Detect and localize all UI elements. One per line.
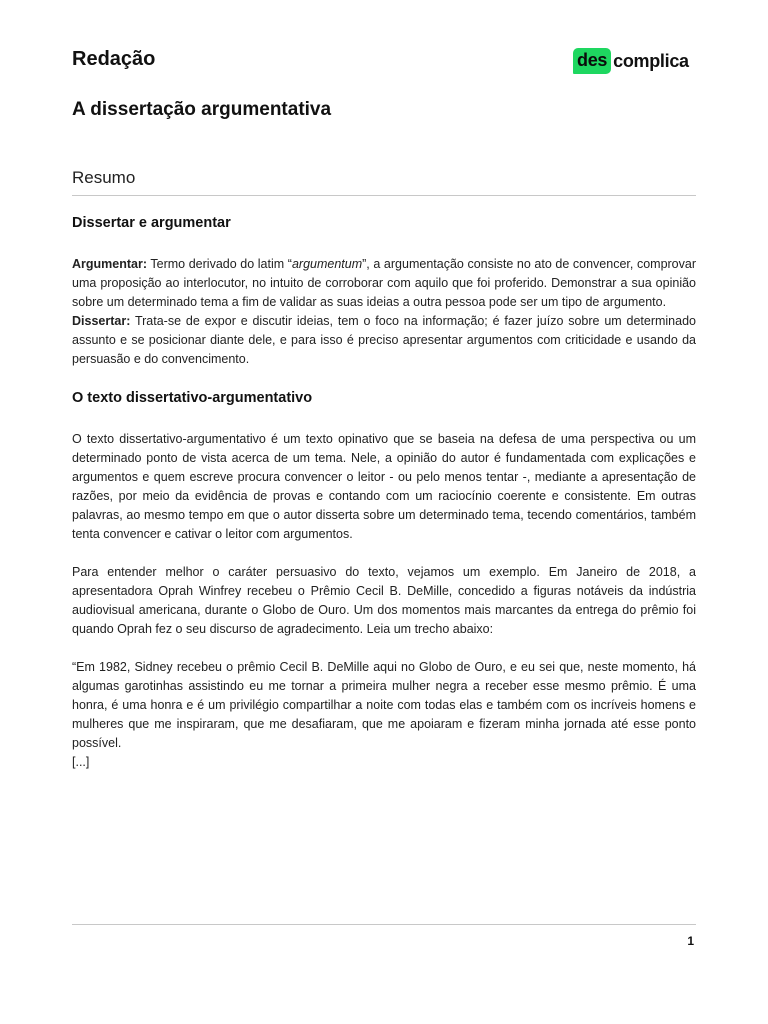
subject-title: Redação <box>72 48 156 70</box>
quote-ellipsis: [...] <box>72 755 90 769</box>
latin-word: argumentum <box>291 257 363 271</box>
logo-part-des: des <box>573 48 611 74</box>
definition-argumentar-pre: Termo derivado do latim “ <box>147 257 292 271</box>
definition-argumentar-post: ”, a argumentação consiste no ato de convencer, comprovar uma proposição ao interlocutor, no intuito de corroborar com aquilo que foi proferido. Demonstrar a sua opinião sobre um determinado tema a fim de validar as suas ideias a outra pessoa pode ser um tipo de argumento. <box>72 257 697 309</box>
topic-heading-dissertar: Dissertar e argumentar <box>72 215 231 231</box>
definition-argumentar <box>72 255 696 312</box>
section-divider <box>72 195 696 196</box>
logo-part-complica: complica <box>613 50 689 71</box>
document-title: A dissertação argumentativa <box>72 99 332 120</box>
footer-divider <box>72 924 696 925</box>
page-number: 1 <box>687 934 694 948</box>
paragraph-2: Para entender melhor o caráter persuasivo do texto, vejamos um exemplo. Em Janeiro de 2018, a apresentadora Oprah Winfrey recebeu o Prêmio Cecil B. DeMille, concedido a figuras notáveis da indústria audiovisual americana, durante o Globo de Ouro. Um dos momentos mais marcantes da entrega do prêmio foi quando Oprah fez o seu discurso de agradecimento. Leia um trecho abaixo: <box>72 565 696 636</box>
definition-dissertar-text: Trata-se de expor e discutir ideias, tem o foco na informação; é fazer juízo sobre um determinado assunto e se posicionar diante dele, e para isso é preciso apresentar argumentos com criticidade e usando da persuasão e do convencimento. <box>72 314 696 366</box>
section-label: Resumo <box>72 168 136 187</box>
quote-paragraph: “Em 1982, Sidney recebeu o prêmio Cecil B. DeMille aqui no Globo de Ouro, e eu sei que, neste momento, há algumas garotinhas assistindo eu me tornar a primeira mulher negra a receber esse mesmo prêmio. É uma honra, é uma honra e é um privilégio compartilhar a noite com todas elas e também com os incríveis homens e mulheres que me inspiraram, que me desafiaram, que me apoiaram e fizeram minha jornada até esse ponto possível. <box>72 660 696 750</box>
definition-dissertar <box>72 312 696 369</box>
term-dissertar: Dissertar: <box>72 314 131 328</box>
term-argumentar: Argumentar: <box>72 257 148 271</box>
document-content <box>72 213 696 772</box>
paragraph-1: O texto dissertativo-argumentativo é um texto opinativo que se baseia na defesa de uma perspectiva ou um determinado ponto de vista acerca de um tema. Nele, a opinião do autor é fundamentada com explicações e argumentos e quem escreve procura convencer o leitor - ou pelo menos tentar -, mediante a apresentação de razões, por meio da evidência de provas e contando com um raciocínio coerente e consistente. Em outras palavras, ao mesmo tempo em que o autor disserta sobre um determinado tema, tecendo comentários, também tenta convencer e cativar o leitor com argumentos. <box>72 432 696 541</box>
topic-heading-texto: O texto dissertativo-argumentativo <box>72 390 313 406</box>
descomplica-logo <box>573 46 689 76</box>
